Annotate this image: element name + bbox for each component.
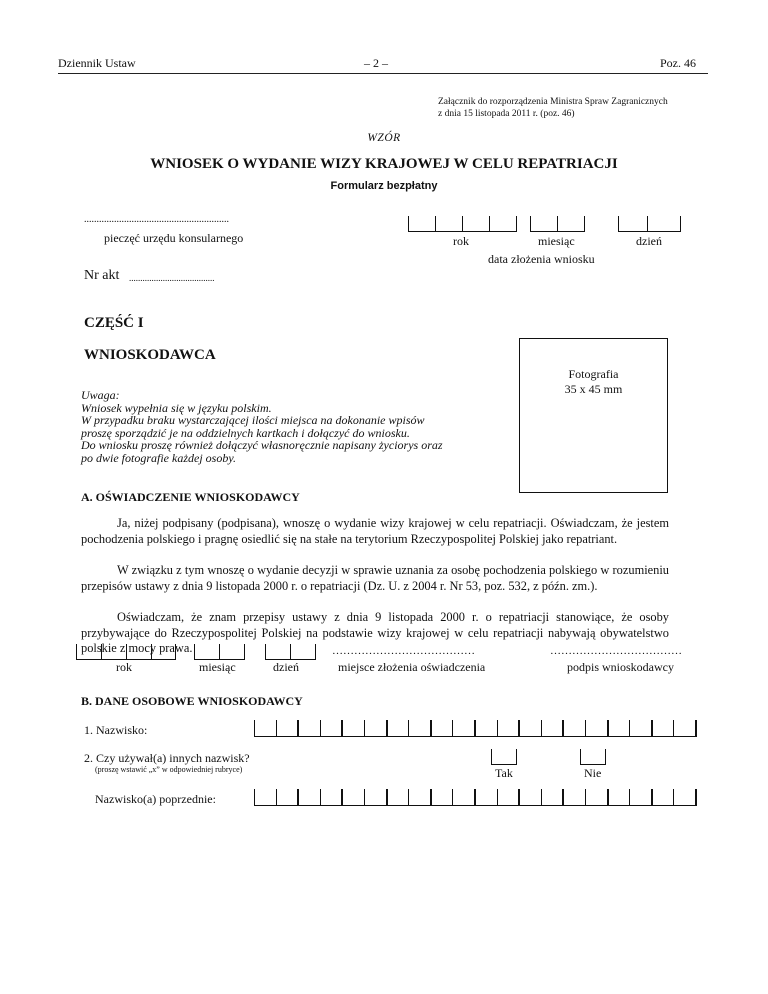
comb-cell[interactable] (653, 789, 675, 805)
application-day-field[interactable] (618, 216, 681, 232)
comb-cell[interactable] (255, 789, 277, 805)
note-line: Do wniosku proszę również dołączyć własnoręcznie napisany życiorys oraz (81, 438, 443, 453)
place-field[interactable]: ………………………………… (332, 645, 475, 657)
nr-akt-label: Nr akt (84, 268, 120, 283)
declaration-month-field[interactable] (194, 644, 245, 660)
photo-box[interactable] (519, 338, 668, 493)
note-block (81, 389, 443, 465)
yes-checkbox[interactable] (491, 749, 517, 765)
comb-cell[interactable] (365, 720, 388, 736)
comb-cell[interactable] (674, 789, 697, 805)
comb-cell[interactable] (609, 720, 631, 736)
photo-label: Fotografia (568, 367, 619, 381)
declaration-paragraph-1: Ja, niżej podpisany (podpisana), wnoszę o wydanie wizy krajowej w celu repatriacji. Oświadczam, że jestem pochodzenia polskiego i pragnę osiedlić się na stałe na terytorium Rzeczypospolitej Polskiej jako repatriant. (81, 516, 669, 546)
other-names-hint: (proszę wstawić „x” w odpowiedniej rubryce) (95, 765, 243, 774)
position-number: Poz. 46 (660, 56, 696, 70)
applicant-heading: WNIOSKODAWCA (84, 347, 216, 363)
stamp-label: pieczęć urzędu konsularnego (104, 231, 244, 245)
annex-line-2: z dnia 15 listopada 2011 r. (poz. 46) (438, 109, 575, 119)
application-day-label: dzień (636, 234, 662, 248)
surname-field[interactable] (254, 720, 697, 737)
comb-cell[interactable] (453, 789, 476, 805)
note-line: W przypadku braku wystarczającej ilości miejsca na dokonanie wpisów (81, 413, 425, 428)
comb-cell[interactable] (453, 720, 476, 736)
comb-cell[interactable] (520, 789, 542, 805)
comb-cell[interactable] (542, 789, 565, 805)
comb-cell[interactable] (498, 789, 521, 805)
comb-cell[interactable] (255, 720, 277, 736)
signature-label: podpis wnioskodawcy (567, 660, 674, 674)
comb-cell[interactable] (409, 720, 432, 736)
comb-cell[interactable] (653, 720, 675, 736)
comb-cell[interactable] (498, 720, 521, 736)
stamp-dots: .......................................................... (84, 214, 229, 225)
comb-cell[interactable] (432, 789, 454, 805)
header-rule (58, 73, 708, 74)
comb-cell[interactable] (299, 789, 321, 805)
page-number: – 2 – (364, 56, 388, 70)
note-title: Uwaga: (81, 388, 120, 402)
journal-name: Dziennik Ustaw (58, 56, 136, 70)
comb-cell[interactable] (586, 789, 609, 805)
comb-cell[interactable] (586, 720, 609, 736)
declaration-day-field[interactable] (265, 644, 316, 660)
photo-size: 35 x 45 mm (564, 382, 623, 396)
comb-cell[interactable] (674, 720, 697, 736)
comb-cell[interactable] (609, 789, 631, 805)
note-line: Wniosek wypełnia się w języku polskim. (81, 400, 272, 415)
comb-cell[interactable] (564, 720, 586, 736)
signature-field[interactable]: ……………………………… (550, 645, 682, 657)
yes-label: Tak (495, 766, 513, 780)
declaration-paragraph-2: W związku z tym wnoszę o wydanie decyzji w sprawie uznania za osobę pochodzenia polskiego w rozumieniu przepisów ustawy z dnia 9 listopada 2000 r. o repatriacji (Dz. U. z 2004 r. Nr 53, poz. 532, z późn. zm.). (81, 563, 669, 593)
declaration-year-field[interactable] (76, 644, 176, 660)
comb-cell[interactable] (564, 789, 586, 805)
declaration-paragraph-3: Oświadczam, że znam przepisy ustawy z dnia 9 listopada 2000 r. o repatriacji stanowiące, że osoby przybywające do Rzeczypospolitej Polskiej na podstawie wizy krajowej w celu repatriacji nabywają obywatelstwo polskie z mocy prawa. (81, 610, 669, 655)
comb-cell[interactable] (630, 720, 653, 736)
comb-cell[interactable] (388, 789, 410, 805)
application-date-caption: data złożenia wniosku (488, 252, 595, 266)
form-subtitle: Formularz bezpłatny (330, 180, 438, 192)
note-line: proszę sporządzić je na oddzielnych kartkach i dołączyć do wniosku. (81, 425, 410, 440)
comb-cell[interactable] (388, 720, 410, 736)
other-names-question: 2. Czy używał(a) innych nazwisk? (84, 751, 250, 765)
application-month-label: miesiąc (538, 234, 575, 248)
declaration-year-label: rok (116, 660, 132, 674)
comb-cell[interactable] (277, 720, 300, 736)
no-label: Nie (584, 766, 602, 780)
note-line: po dwie fotografie każdej osoby. (81, 450, 236, 465)
application-month-field[interactable] (530, 216, 585, 232)
section-b-heading: B. DANE OSOBOWE WNIOSKODAWCY (81, 694, 303, 708)
comb-cell[interactable] (476, 789, 498, 805)
comb-cell[interactable] (432, 720, 454, 736)
comb-cell[interactable] (476, 720, 498, 736)
wzor-label: WZÓR (367, 132, 401, 144)
place-label: miejsce złożenia oświadczenia (338, 660, 486, 674)
comb-cell[interactable] (520, 720, 542, 736)
declaration-month-label: miesiąc (199, 660, 236, 674)
comb-cell[interactable] (542, 720, 565, 736)
application-year-label: rok (453, 234, 469, 248)
comb-cell[interactable] (299, 720, 321, 736)
comb-cell[interactable] (343, 789, 365, 805)
annex-line-1: Załącznik do rozporządzenia Ministra Spraw Zagranicznych (438, 97, 668, 107)
comb-cell[interactable] (321, 720, 344, 736)
comb-cell[interactable] (343, 720, 365, 736)
comb-cell[interactable] (409, 789, 432, 805)
previous-names-field[interactable] (254, 789, 697, 806)
surname-label: 1. Nazwisko: (84, 723, 148, 737)
comb-cell[interactable] (321, 789, 344, 805)
nr-akt-field[interactable]: ...................................... (129, 273, 215, 283)
comb-cell[interactable] (630, 789, 653, 805)
no-checkbox[interactable] (580, 749, 606, 765)
part-1-heading: CZĘŚĆ I (84, 315, 144, 331)
form-title: WNIOSEK O WYDANIE WIZY KRAJOWEJ W CELU REPATRIACJI (150, 156, 618, 172)
previous-names-label: Nazwisko(a) poprzednie: (95, 792, 216, 806)
comb-cell[interactable] (365, 789, 388, 805)
section-a-heading: A. OŚWIADCZENIE WNIOSKODAWCY (81, 490, 300, 504)
comb-cell[interactable] (277, 789, 300, 805)
application-year-field[interactable] (408, 216, 517, 232)
declaration-day-label: dzień (273, 660, 299, 674)
